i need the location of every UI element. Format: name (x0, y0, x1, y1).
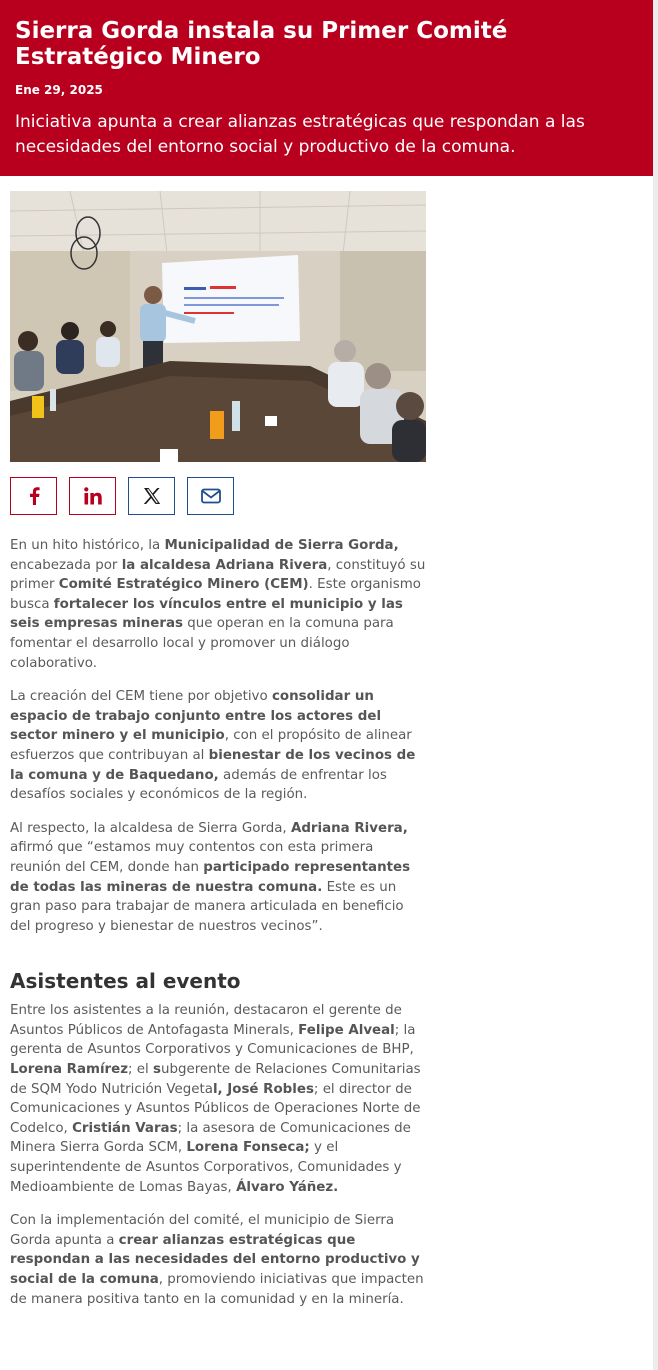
share-bar (10, 477, 234, 515)
x-icon (143, 487, 161, 505)
paragraph-intro (10, 536, 426, 673)
facebook-icon (27, 487, 41, 505)
paragraph-objective (10, 687, 426, 805)
text-segment: Entre los asistentes a la reunión, destacaron el gerente de Asuntos Públicos de Antofagasta Minerals, (10, 1003, 402, 1038)
bold-text-segment: Comité Estratégico Minero (CEM) (58, 577, 309, 593)
text-segment: además de enfrentar los desafíos sociales y económicos de la región. (10, 767, 387, 803)
bold-text-segment: fortalecer los vínculos entre el municipio y las seis empresas mineras (10, 596, 403, 632)
section-heading-attendees: Asistentes al evento (10, 969, 241, 994)
text-segment: La creación del CEM tiene por objetivo (10, 689, 272, 705)
bold-text-segment: l, José Robles (212, 1081, 314, 1097)
bold-text-segment: bienestar de los vecinos de la comuna y de Baquedano, (10, 747, 416, 783)
text-segment: que operan en la comuna para fomentar el desarrollo local y promover un diálogo colaborativo. (10, 616, 394, 671)
paragraph-closing (10, 1211, 426, 1309)
article-photo (10, 191, 426, 462)
share-email-button[interactable] (187, 477, 234, 515)
share-linkedin-button[interactable] (69, 477, 116, 515)
text-segment: En un hito histórico, la (10, 538, 165, 553)
text-segment: ; el (128, 1062, 154, 1078)
article-body (10, 536, 426, 1323)
text-segment: Al respecto, la alcaldesa de Sierra Gorda, (10, 820, 291, 836)
bold-text-segment: crear alianzas estratégicas que respondan a las necesidades del entorno productivo y social de la comuna (10, 1232, 420, 1287)
article-title: Sierra Gorda instala su Primer Comité Estratégico Minero (15, 18, 508, 70)
meeting-photo-illustration (10, 191, 426, 462)
text-segment: afirmó que “estamos muy contentos con esta primera reunión del CEM, donde han (10, 840, 374, 875)
text-segment: ; el director de Comunicaciones y Asuntos Públicos de Operaciones Norte de Codelco, (10, 1081, 421, 1136)
article-header (0, 0, 653, 176)
paragraph-quote (10, 819, 426, 937)
bold-text-segment: s (153, 1062, 161, 1078)
linkedin-icon (84, 487, 102, 505)
article-subtitle: Iniciativa apunta a crear alianzas estratégicas que respondan a las necesidades del entorno social y productivo de la comuna. (15, 112, 585, 157)
text-segment: encabezada por (10, 557, 122, 573)
bold-text-segment: Lorena Fonseca; (186, 1140, 310, 1156)
paragraph-attendees (10, 1001, 426, 1197)
bold-text-segment: Álvaro Yáñez. (236, 1179, 339, 1195)
share-x-button[interactable] (128, 477, 175, 515)
bold-text-segment: consolidar un espacio de trabajo conjunto entre los actores del sector minero y el municipio (10, 689, 382, 744)
right-scroll-edge (653, 0, 658, 1370)
bold-text-segment: Lorena Ramírez (10, 1062, 129, 1078)
share-facebook-button[interactable] (10, 477, 57, 515)
bold-text-segment: Cristián Varas (72, 1120, 178, 1136)
text-segment: Con la implementación del comité, el municipio de Sierra Gorda apunta a (10, 1213, 395, 1248)
text-segment: , constituyó su primer (10, 557, 426, 593)
mail-icon (201, 488, 221, 504)
text-segment: ; la gerenta de Asuntos Corporativos y Comunicaciones de BHP, (10, 1022, 416, 1058)
text-segment: , con el propósito de alinear esfuerzos que contribuyan al (10, 728, 412, 763)
text-segment: y el superintendente de Asuntos Corporativos, Comunidades y Medioambiente de Lomas Bayas, (10, 1140, 402, 1195)
bold-text-segment: la alcaldesa Adriana Rivera (121, 557, 328, 573)
bold-text-segment: participado representantes de todas las mineras de nuestra comuna. (10, 859, 411, 895)
bold-text-segment: Felipe Alveal (298, 1022, 395, 1038)
text-segment: , promoviendo iniciativas que impacten de manera positiva tanto en la comunidad y en la minería. (10, 1272, 424, 1307)
text-segment: Este es un gran paso para trabajar de manera articulada en beneficio del progreso y bienestar de nuestros vecinos”. (10, 879, 404, 934)
bold-text-segment: Municipalidad de Sierra Gorda, (164, 538, 399, 553)
text-segment: ; la asesora de Comunicaciones de Minera Sierra Gorda SCM, (10, 1120, 411, 1156)
article-date: Ene 29, 2025 (15, 83, 103, 97)
text-segment: . Este organismo busca (10, 577, 421, 612)
bold-text-segment: Adriana Rivera, (290, 820, 408, 836)
text-segment: ubgerente de Relaciones Comunitarias de SQM Yodo Nutrición Vegeta (10, 1062, 421, 1097)
